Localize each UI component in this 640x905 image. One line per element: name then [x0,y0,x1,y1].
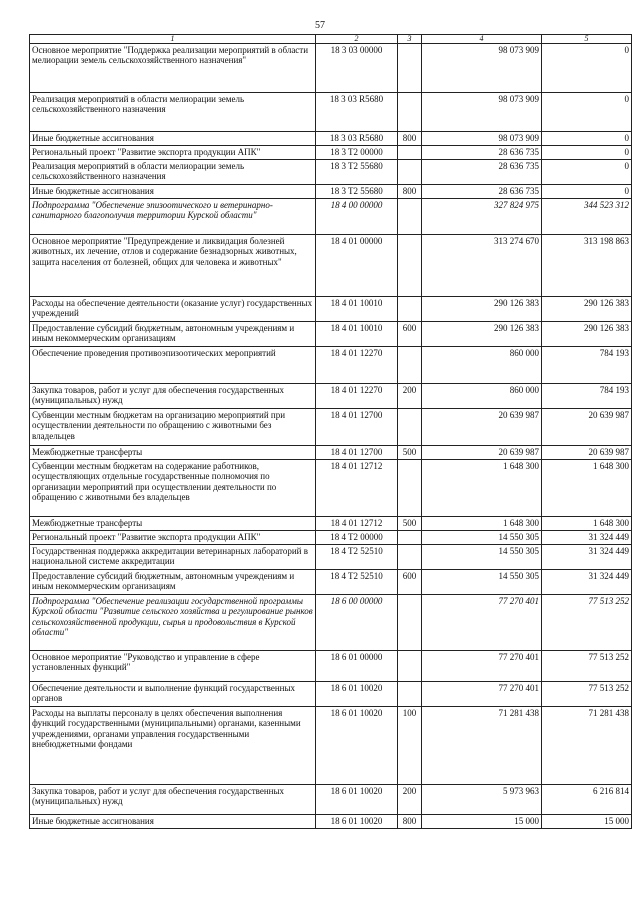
table-row [30,531,632,545]
row-amount-1: 77 270 401 [422,682,542,707]
row-code: 18 4 01 12700 [316,446,398,460]
row-amount-1: 15 000 [422,815,542,829]
row-amount-2: 290 126 383 [542,322,632,347]
row-amount-1: 77 270 401 [422,595,542,651]
row-amount-2: 0 [542,93,632,132]
table-row [30,682,632,707]
table-row [30,44,632,93]
row-code: 18 4 01 12712 [316,460,398,517]
row-name: Основное мероприятие "Предупреждение и ликвидация болезней животных, их лечение, отлов и содержание безнадзорных животных, защита населения от болезней, общих для человека и животных" [30,235,316,297]
row-name: Реализация мероприятий в области мелиорации земель сельскохозяйственного назначения [30,160,316,185]
row-expense-type [398,531,422,545]
row-code: 18 4 01 12270 [316,384,398,409]
row-amount-1: 1 648 300 [422,517,542,531]
row-amount-2: 31 324 449 [542,531,632,545]
row-amount-2: 0 [542,146,632,160]
row-amount-2: 344 523 312 [542,199,632,235]
row-name: Реализация мероприятий в области мелиорации земель сельскохозяйственного назначения [30,93,316,132]
row-amount-2: 77 513 252 [542,651,632,682]
row-expense-type: 100 [398,707,422,785]
row-code: 18 4 T2 52510 [316,545,398,570]
row-code: 18 4 01 12700 [316,409,398,446]
row-amount-2: 20 639 987 [542,446,632,460]
table-row [30,347,632,384]
row-name: Государственная поддержка аккредитации ветеринарных лабораторий в национальной системе аккредитации [30,545,316,570]
row-code: 18 4 00 00000 [316,199,398,235]
row-expense-type [398,460,422,517]
row-amount-1: 20 639 987 [422,409,542,446]
row-code: 18 6 00 00000 [316,595,398,651]
row-name: Обеспечение проведения противоэпизоотических мероприятий [30,347,316,384]
column-header: 4 [422,35,542,44]
row-expense-type [398,44,422,93]
table-row [30,93,632,132]
table-row [30,384,632,409]
row-amount-1: 28 636 735 [422,185,542,199]
row-code: 18 6 01 10020 [316,785,398,815]
row-name: Субвенции местным бюджетам на содержание работников, осуществляющих отдельные государственные полномочия по организации мероприятий при осуществлении деятельности по обращению с животными без владельцев [30,460,316,517]
row-name: Межбюджетные трансферты [30,446,316,460]
row-amount-2: 0 [542,185,632,199]
row-amount-1: 28 636 735 [422,160,542,185]
row-amount-2: 31 324 449 [542,545,632,570]
row-amount-1: 290 126 383 [422,322,542,347]
row-name: Расходы на выплаты персоналу в целях обеспечения выполнения функций государственными (муниципальными) органами, казенными учреждениями, органами управления государственными внебюджетными фондами [30,707,316,785]
row-code: 18 4 01 12270 [316,347,398,384]
row-name: Обеспечение деятельности и выполнение функций государственных органов [30,682,316,707]
row-amount-2: 6 216 814 [542,785,632,815]
row-amount-2: 77 513 252 [542,595,632,651]
table-row [30,297,632,322]
row-expense-type: 500 [398,517,422,531]
row-name: Иные бюджетные ассигнования [30,132,316,146]
row-code: 18 3 T2 55680 [316,160,398,185]
row-amount-1: 14 550 305 [422,531,542,545]
row-amount-2: 290 126 383 [542,297,632,322]
row-code: 18 6 01 10020 [316,707,398,785]
row-name: Региональный проект "Развитие экспорта продукции АПК" [30,531,316,545]
row-amount-1: 98 073 909 [422,44,542,93]
row-amount-2: 31 324 449 [542,570,632,595]
row-amount-2: 77 513 252 [542,682,632,707]
row-name: Предоставление субсидий бюджетным, автономным учреждениям и иным некоммерческим организациям [30,570,316,595]
row-code: 18 4 T2 00000 [316,531,398,545]
row-amount-2: 313 198 863 [542,235,632,297]
row-name: Межбюджетные трансферты [30,517,316,531]
row-expense-type [398,595,422,651]
page-number: 57 [315,20,325,31]
row-amount-1: 327 824 975 [422,199,542,235]
row-code: 18 6 01 10020 [316,815,398,829]
table-row [30,460,632,517]
row-expense-type [398,235,422,297]
row-code: 18 4 01 10010 [316,322,398,347]
table-row [30,160,632,185]
table-row [30,815,632,829]
row-name: Закупка товаров, работ и услуг для обеспечения государственных (муниципальных) нужд [30,785,316,815]
row-code: 18 3 T2 55680 [316,185,398,199]
row-code: 18 6 01 10020 [316,682,398,707]
row-amount-2: 15 000 [542,815,632,829]
row-expense-type: 200 [398,384,422,409]
row-name: Закупка товаров, работ и услуг для обеспечения государственных (муниципальных) нужд [30,384,316,409]
row-amount-1: 98 073 909 [422,93,542,132]
column-header: 5 [542,35,632,44]
row-code: 18 6 01 00000 [316,651,398,682]
row-code: 18 4 01 00000 [316,235,398,297]
table-row [30,707,632,785]
row-expense-type [398,545,422,570]
row-amount-1: 20 639 987 [422,446,542,460]
row-expense-type [398,682,422,707]
row-expense-type [398,347,422,384]
table-row [30,132,632,146]
row-code: 18 3 03 00000 [316,44,398,93]
row-amount-2: 0 [542,44,632,93]
row-name: Подпрограмма "Обеспечение реализации государственной программы Курской области "Развитие сельского хозяйства и регулирование рынков сельскохозяйственной продукции, сырья и продовольствия в Курской области" [30,595,316,651]
row-amount-2: 0 [542,132,632,146]
row-code: 18 4 01 12712 [316,517,398,531]
row-amount-1: 313 274 670 [422,235,542,297]
row-expense-type [398,93,422,132]
row-expense-type: 200 [398,785,422,815]
row-name: Подпрограмма "Обеспечение эпизоотического и ветеринарно-санитарного благополучия территории Курской области" [30,199,316,235]
row-amount-2: 1 648 300 [542,460,632,517]
row-amount-1: 290 126 383 [422,297,542,322]
row-name: Основное мероприятие "Руководство и управление в сфере установленных функций" [30,651,316,682]
row-amount-1: 71 281 438 [422,707,542,785]
row-expense-type: 600 [398,570,422,595]
column-header: 2 [316,35,398,44]
row-expense-type [398,297,422,322]
row-amount-1: 77 270 401 [422,651,542,682]
row-amount-1: 14 550 305 [422,570,542,595]
table-row [30,545,632,570]
row-name: Региональный проект "Развитие экспорта продукции АПК" [30,146,316,160]
table-row [30,595,632,651]
row-expense-type [398,651,422,682]
row-name: Субвенции местным бюджетам на организацию мероприятий при осуществлении деятельности по обращению с животными без владельцев [30,409,316,446]
row-amount-2: 0 [542,160,632,185]
row-expense-type: 500 [398,446,422,460]
row-expense-type: 800 [398,132,422,146]
row-expense-type: 800 [398,815,422,829]
table-row [30,185,632,199]
table-row [30,322,632,347]
table-row [30,570,632,595]
row-amount-1: 28 636 735 [422,146,542,160]
table-row [30,146,632,160]
row-name: Иные бюджетные ассигнования [30,815,316,829]
column-header: 3 [398,35,422,44]
table-row [30,446,632,460]
budget-table [29,34,632,829]
row-amount-2: 784 193 [542,347,632,384]
table-row [30,199,632,235]
table-row [30,409,632,446]
table-row [30,517,632,531]
row-amount-2: 1 648 300 [542,517,632,531]
row-expense-type [398,409,422,446]
row-expense-type [398,199,422,235]
row-name: Основное мероприятие "Поддержка реализации мероприятий в области мелиорации земель сельскохозяйственного назначения" [30,44,316,93]
row-expense-type: 600 [398,322,422,347]
row-name: Предоставление субсидий бюджетным, автономным учреждениям и иным некоммерческим организациям [30,322,316,347]
row-code: 18 4 T2 52510 [316,570,398,595]
row-name: Иные бюджетные ассигнования [30,185,316,199]
row-code: 18 3 03 R5680 [316,132,398,146]
row-code: 18 3 03 R5680 [316,93,398,132]
table-header-row [30,35,632,44]
table-row [30,785,632,815]
row-amount-1: 5 973 963 [422,785,542,815]
row-amount-1: 860 000 [422,347,542,384]
row-amount-1: 98 073 909 [422,132,542,146]
row-amount-2: 20 639 987 [542,409,632,446]
row-expense-type: 800 [398,185,422,199]
row-code: 18 4 01 10010 [316,297,398,322]
row-amount-1: 860 000 [422,384,542,409]
column-header: 1 [30,35,316,44]
row-name: Расходы на обеспечение деятельности (оказание услуг) государственных учреждений [30,297,316,322]
row-expense-type [398,160,422,185]
table-row [30,651,632,682]
table-row [30,235,632,297]
row-code: 18 3 T2 00000 [316,146,398,160]
row-amount-1: 14 550 305 [422,545,542,570]
row-expense-type [398,146,422,160]
row-amount-2: 71 281 438 [542,707,632,785]
row-amount-2: 784 193 [542,384,632,409]
row-amount-1: 1 648 300 [422,460,542,517]
